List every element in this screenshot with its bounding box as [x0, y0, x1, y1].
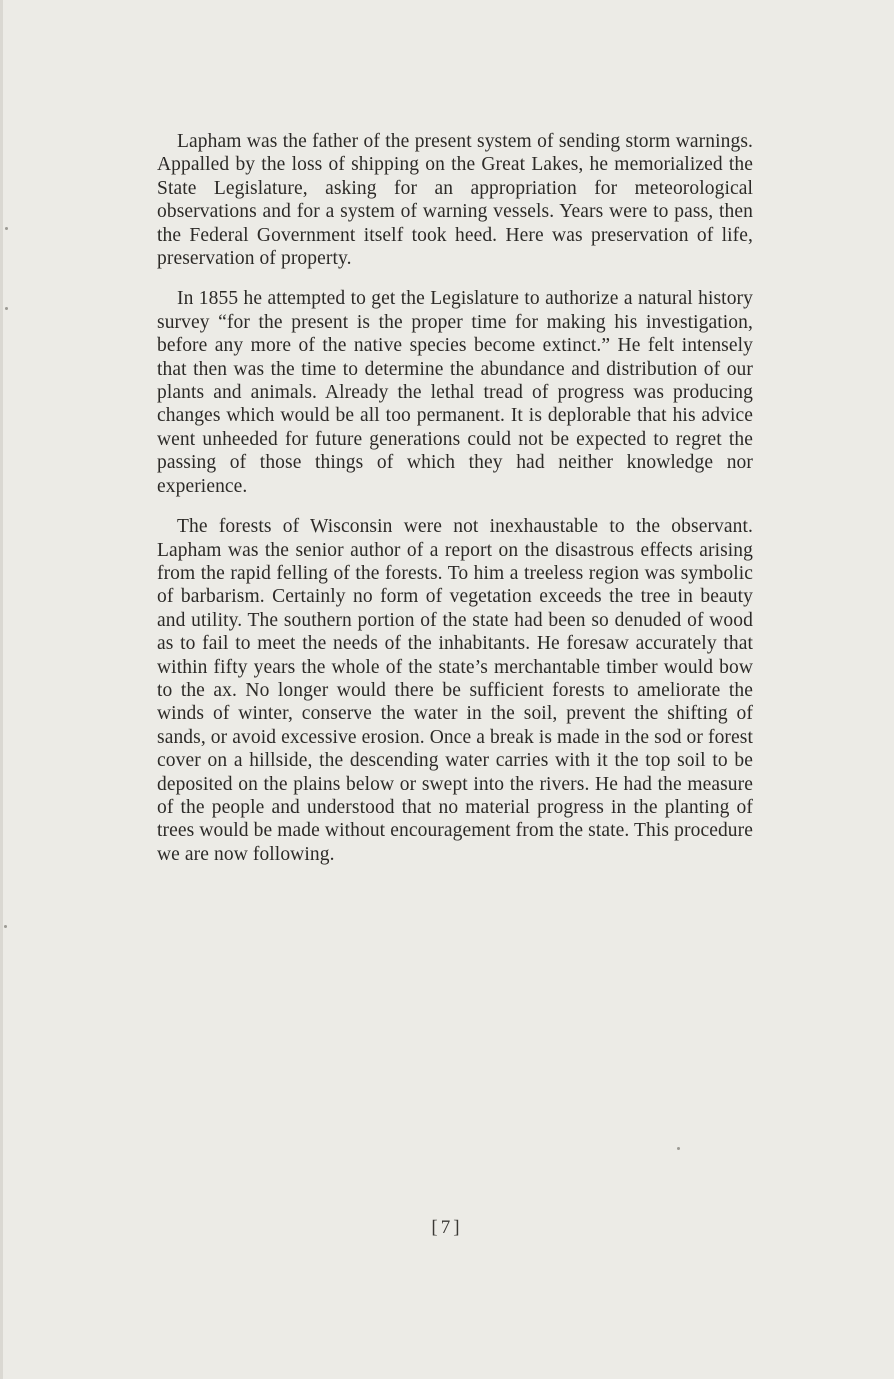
paper-speck: [677, 1147, 680, 1150]
page-number: [7]: [431, 1217, 463, 1238]
paragraph-forests: The forests of Wisconsin were not inexhaustable to the observant. Lapham was the senior author of a report on the disastrous effects arising from the rapid felling of the forests. To him a treeless region was symbolic of barbarism. Certainly no form of vegetation exceeds the tree in beauty and utility. The southern portion of the state had been so denuded of wood as to fail to meet the needs of the inhabitants. He foresaw accurately that within fifty years the whole of the state’s merchantable timber would bow to the ax. No longer would there be sufficient forests to ameliorate the winds of winter, conserve the water in the soil, prevent the shifting of sands, or avoid excessive erosion. Once a break is made in the sod or forest cover on a hillside, the descending water carries with it the top soil to be deposited on the plains below or swept into the rivers. He had the measure of the people and understood that no material progress in the planting of trees would be made without encouragement from the state. This procedure we are now following.: [157, 516, 753, 865]
paper-speck: [5, 307, 8, 310]
paper-speck: [5, 227, 8, 230]
paragraph-natural-history-survey: In 1855 he attempted to get the Legislature to authorize a natural history survey “for the present is the proper time for making his investigation, before any more of the native species become extinct.” He felt intensely that then was the time to determine the abundance and distribution of our plants and animals. Already the lethal tread of progress was producing changes which would be all too permanent. It is deplorable that his advice went unheeded for future generations could not be expected to regret the passing of those things of which they had neither knowledge nor experience.: [157, 288, 753, 497]
paper-speck: [4, 925, 7, 928]
page-edge: [0, 0, 3, 1379]
body-text: [157, 130, 753, 883]
paragraph-storm-warnings: Lapham was the father of the present system of sending storm warnings. Appalled by the loss of shipping on the Great Lakes, he memorialized the State Legislature, asking for an appropriation for meteorological observations and for a system of warning vessels. Years were to pass, then the Federal Government itself took heed. Here was preservation of life, preservation of property.: [157, 131, 753, 270]
